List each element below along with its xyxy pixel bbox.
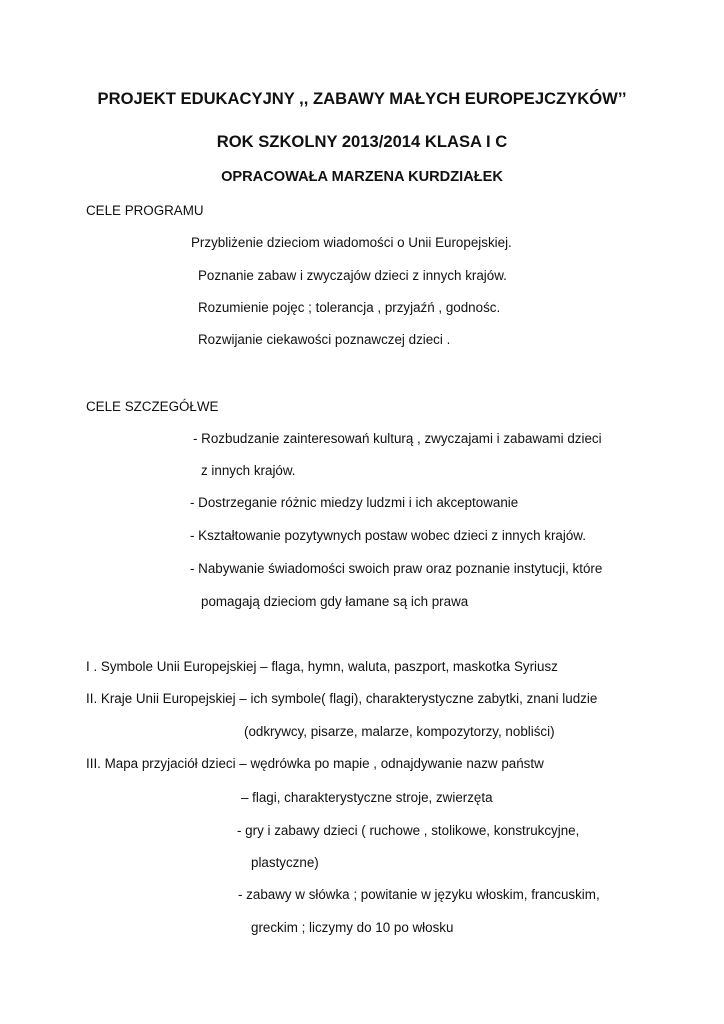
section-line: greckim ; liczymy do 10 po włosku <box>251 920 454 935</box>
section-line: plastyczne) <box>251 855 319 870</box>
goal-item: Rozwijanie ciekawości poznawczej dzieci . <box>198 332 451 347</box>
detailed-goal-line: - Nabywanie świadomości swoich praw oraz poznanie instytucji, które <box>190 561 603 576</box>
detailed-goal-line: - Dostrzeganie różnic miedzy ludzmi i ich akceptowanie <box>190 495 519 510</box>
school-year-class: ROK SZKOLNY 2013/2014 KLASA I C <box>216 132 508 151</box>
section-line: (odkrywcy, pisarze, malarze, kompozytorzy, nobliści) <box>244 724 555 739</box>
detailed-goal-line: z innych krajów. <box>201 463 296 478</box>
section-line: III. Mapa przyjaciół dzieci – wędrówka po mapie , odnajdywanie nazw państw <box>86 756 544 771</box>
goal-item: Przybliżenie dzieciom wiadomości o Unii Europejskiej. <box>191 235 512 250</box>
detailed-goals-heading: CELE SZCZEGÓŁWE <box>86 399 219 414</box>
section-line: - zabawy w słówka ; powitanie w języku włoskim, francuskim, <box>238 887 600 902</box>
detailed-goal-line: - Rozbudzanie zainteresowań kulturą , zwyczajami i zabawami dzieci <box>193 431 602 446</box>
section-line: I . Symbole Unii Europejskiej – flaga, hymn, waluta, paszport, maskotka Syriusz <box>86 659 558 674</box>
section-line: - gry i zabawy dzieci ( ruchowe , stolikowe, konstrukcyjne, <box>237 823 580 838</box>
goals-heading: CELE PROGRAMU <box>86 203 204 218</box>
section-line: II. Kraje Unii Europejskiej – ich symbole( flagi), charakterystyczne zabytki, znani ludzie <box>86 691 598 706</box>
author-line: OPRACOWAŁA MARZENA KURDZIAŁEK <box>221 169 503 185</box>
section-line: – flagi, charakterystyczne stroje, zwierzęta <box>241 790 493 805</box>
document-title: PROJEKT EDUKACYJNY ,, ZABAWY MAŁYCH EUROPEJCZYKÓW’’ <box>97 89 627 108</box>
detailed-goal-line: pomagają dzieciom gdy łamane są ich prawa <box>201 594 469 609</box>
goal-item: Poznanie zabaw i zwyczajów dzieci z innych krajów. <box>198 268 507 283</box>
detailed-goal-line: - Kształtowanie pozytywnych postaw wobec dzieci z innych krajów. <box>190 528 586 543</box>
goal-item: Rozumienie pojęc ; tolerancja , przyjaźń , godnośc. <box>198 300 501 315</box>
